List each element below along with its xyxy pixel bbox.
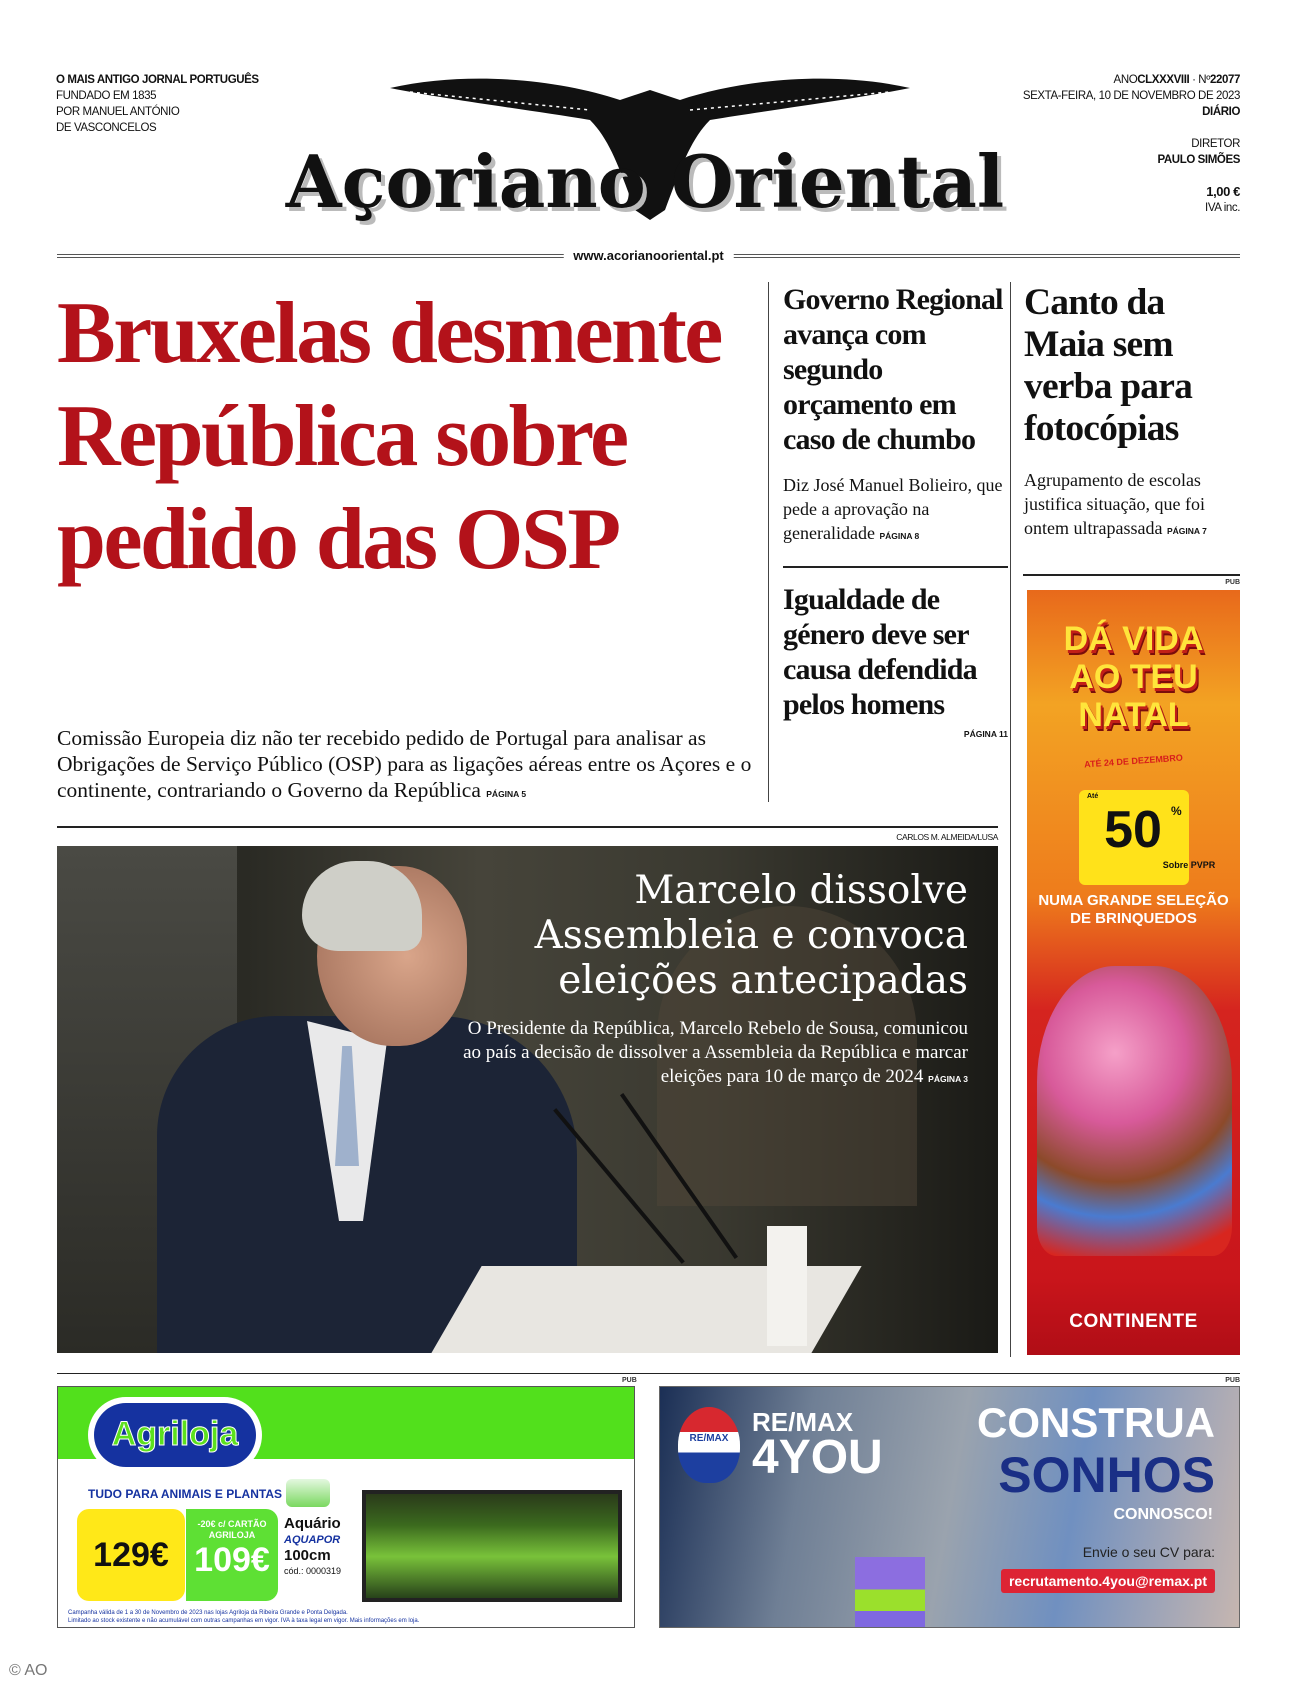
discount-badge (1079, 790, 1216, 885)
remax-4you: 4YOU (752, 1431, 883, 1484)
card-price-box (186, 1509, 278, 1601)
price: 1,00 € (1206, 184, 1240, 199)
remax-brand: RE/MAX (752, 1407, 854, 1437)
founded: FUNDADO EM 1835 (56, 90, 157, 102)
story-summary-text: Diz José Manuel Bolieiro, que pede a aprovação na generalidade (783, 475, 1003, 543)
director-label: DIRETOR (1191, 138, 1240, 150)
remax-headline-3: CONNOSCO! (1113, 1506, 1213, 1523)
lead-standfirst (57, 725, 767, 807)
upto-label: Até (1087, 793, 1099, 800)
page-ref: PÁGINA 3 (928, 1074, 968, 1084)
ad-until: ATÉ 24 DE DEZEMBRO (1083, 752, 1184, 770)
product-code: cód.: 0000319 (284, 1566, 342, 1576)
percent-sign: % (1171, 804, 1182, 818)
website-link[interactable]: www.acorianooriental.pt (563, 248, 733, 263)
photo-summary: O Presidente da República, Marcelo Rebelo de Sousa, comunicou ao país a decisão de dissolver a Assembleia da República e marcar eleições para 10 de março de 2024 (463, 1018, 968, 1087)
founder-line-1: POR MANUEL ANTÓNIO (56, 106, 180, 118)
remax-balloon-icon (678, 1407, 740, 1483)
tagline: O MAIS ANTIGO JORNAL PORTUGUÊS (56, 74, 259, 86)
remax-cta: Envie o seu CV para: (1082, 1544, 1215, 1560)
fine-print: Campanha válida de 1 a 30 de Novembro de 2023 nas lojas Agriloja da Ribeira Grande e Ponta Delgada. (68, 1610, 348, 1616)
pub-label: PUB (622, 1377, 637, 1384)
page-ref: PÁGINA 5 (486, 789, 527, 799)
remax-logo-text: RE/MAX (689, 1433, 729, 1444)
story-headline[interactable]: Canto da Maia sem verba para fotocópias (1024, 282, 1193, 449)
discount-basis: Sobre PVPR (1162, 860, 1216, 870)
copyright: © AO (9, 1662, 48, 1679)
agriloja-tagline: TUDO PARA ANIMAIS E PLANTAS (88, 1487, 282, 1501)
toys-image (1037, 966, 1232, 1256)
product-name: Aquário (284, 1515, 341, 1532)
remax-headline-2: SONHOS (998, 1447, 1215, 1503)
masthead-right-info (1023, 72, 1240, 216)
photo-story[interactable] (57, 846, 998, 1353)
frequency: DIÁRIO (1202, 106, 1240, 118)
price-note: IVA inc. (1205, 202, 1240, 214)
photo-headline[interactable]: Marcelo dissolve Assembleia e convoca eleições antecipadas (534, 868, 968, 1003)
founder-line-2: DE VASCONCELOS (56, 122, 157, 134)
agriloja-logo (88, 1397, 262, 1473)
lead-headline[interactable]: Bruxelas desmente República sobre pedido das OSP (57, 285, 721, 588)
aquarium-image (362, 1490, 622, 1602)
director-name: PAULO SIMÕES (1157, 154, 1240, 166)
loyalty-card-icon (286, 1479, 330, 1507)
divider (672, 254, 1240, 258)
agriloja-logo-text: Agriloja (94, 1403, 256, 1467)
pub-label: PUB (1225, 1377, 1240, 1384)
continente-ad[interactable] (1027, 590, 1240, 1355)
date: SEXTA-FEIRA, 10 DE NOVEMBRO DE 2023 (1022, 90, 1240, 102)
issue-label: · Nº (1192, 74, 1211, 86)
divider (57, 1373, 1240, 1374)
lead-standfirst-text: Comissão Europeia diz não ter recebido pedido de Portugal para analisar as Obrigações de Serviço Público (OSP) para as ligações aéreas entre os Açores e o continente, contrariando o Governo da República (57, 726, 752, 802)
divider (783, 566, 1008, 568)
story-headline[interactable]: Igualdade de género deve ser causa defendida pelos homens (783, 583, 977, 721)
story-summary (1024, 468, 1240, 543)
regular-price: 129€ (77, 1509, 185, 1601)
page-ref: PÁGINA 8 (879, 531, 920, 541)
photo-credit: CARLOS M. ALMEIDA/LUSA (896, 832, 998, 842)
story-headline[interactable]: Governo Regional avança com segundo orçamento em caso de chumbo (783, 283, 1003, 456)
story-summary-text: Agrupamento de escolas justifica situação, que foi ontem ultrapassada (1024, 470, 1205, 538)
pub-label: PUB (1225, 579, 1240, 586)
ad-selection: NUMA GRANDE SELEÇÃO DE BRINQUEDOS (1038, 892, 1229, 927)
product-brand: AQUAPOR (284, 1534, 341, 1546)
remax-headline-1: CONSTRUA (977, 1399, 1215, 1446)
card-price: 109€ (194, 1541, 270, 1579)
discount-value: 50 (1104, 801, 1162, 859)
year: CLXXXVIII (1137, 74, 1190, 86)
product-size: 100cm (284, 1547, 331, 1564)
remax-email-link[interactable]: recrutamento.4you@remax.pt (1001, 1569, 1215, 1593)
ad-headline: DÁ VIDA AO TEU NATAL (1063, 620, 1204, 734)
continente-logo: CONTINENTE (1069, 1311, 1198, 1332)
year-label: ANO (1113, 74, 1138, 86)
divider (57, 826, 998, 828)
url-rule (57, 248, 1240, 264)
page-ref: PÁGINA 11 (963, 729, 1008, 739)
masthead-logo[interactable] (160, 60, 1135, 250)
secondary-stories-column (768, 282, 1008, 802)
remax-ad[interactable] (659, 1386, 1240, 1628)
card-discount: -20€ c/ CARTÃO AGRILOJA (197, 1519, 267, 1540)
divider (1023, 574, 1240, 576)
fine-print: Limitado ao stock existente e não acumulável com outras campanhas em vigor. IVA à taxa legal em vigor. Mais informações em loja. (68, 1618, 420, 1624)
divider (57, 254, 625, 258)
toy-blocks-image (855, 1557, 925, 1628)
story-summary (783, 473, 1008, 548)
issue-number: 22077 (1210, 74, 1240, 86)
agriloja-ad[interactable] (57, 1386, 635, 1628)
newspaper-title: Açoriano Oriental (285, 139, 1005, 224)
page-ref: PÁGINA 7 (1166, 526, 1207, 536)
